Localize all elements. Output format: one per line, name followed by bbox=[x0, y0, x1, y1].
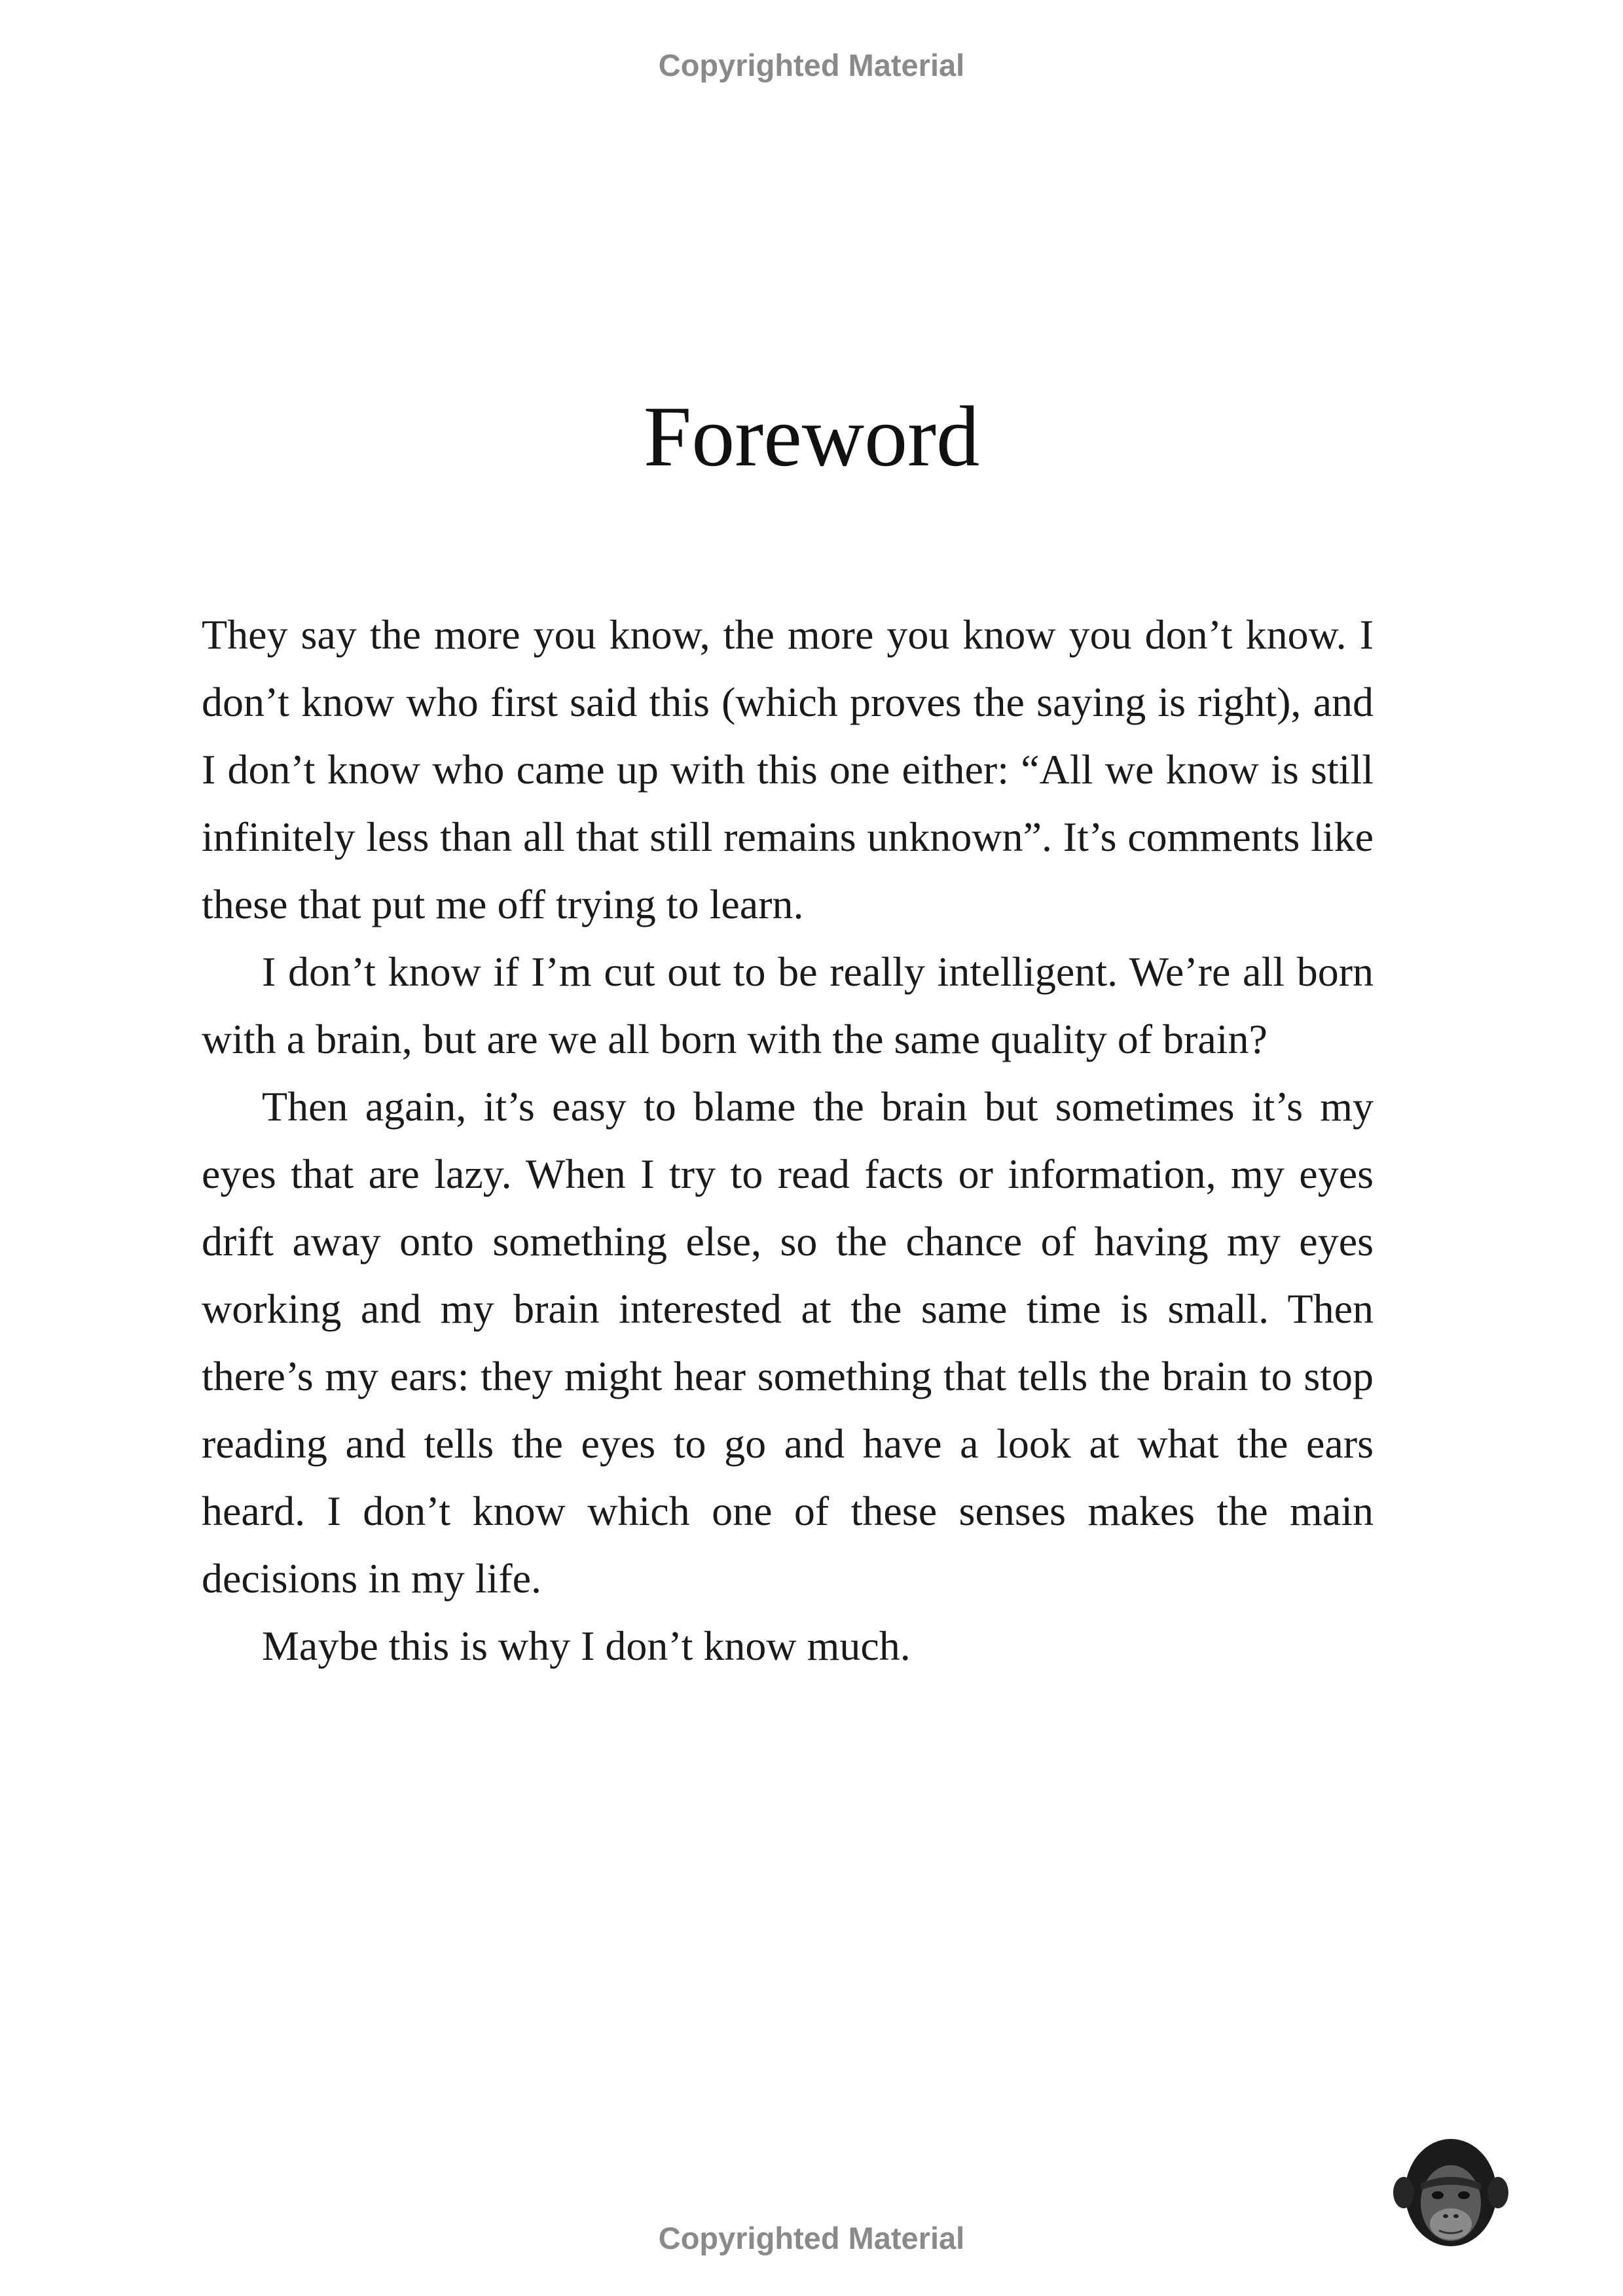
watermark-bottom: Copyrighted Material bbox=[658, 2221, 965, 2255]
page-title: Foreword bbox=[643, 388, 980, 484]
watermark-top: Copyrighted Material bbox=[658, 48, 965, 82]
foreword-body bbox=[202, 601, 1374, 1679]
paragraph: Maybe this is why I don’t know much. bbox=[262, 1623, 911, 1669]
paragraph: They say the more you know, the more you know you don’t know. I don’t know who first said this (which proves the saying is right), and I don’t know who came up with this one either: “All we know is still infinitely less than all that still remains unknown”. It’s comments like these that put me off trying to learn. bbox=[202, 611, 1374, 927]
paragraph: Then again, it’s easy to blame the brain but sometimes it’s my eyes that are lazy. When I try to read facts or information, my eyes drift away onto something else, so the chance of having my eyes working and my brain interested at the same time is small. Then there’s my ears: they might hear something that tells the brain to stop reading and tells the eyes to go and have a look at what the ears heard. I don’t know which one of these senses makes the main decisions in my life. bbox=[202, 1083, 1374, 1602]
paragraph: I don’t know if I’m cut out to be really intelligent. We’re all born with a brain, but are we all born with the same quality of brain? bbox=[202, 948, 1374, 1062]
